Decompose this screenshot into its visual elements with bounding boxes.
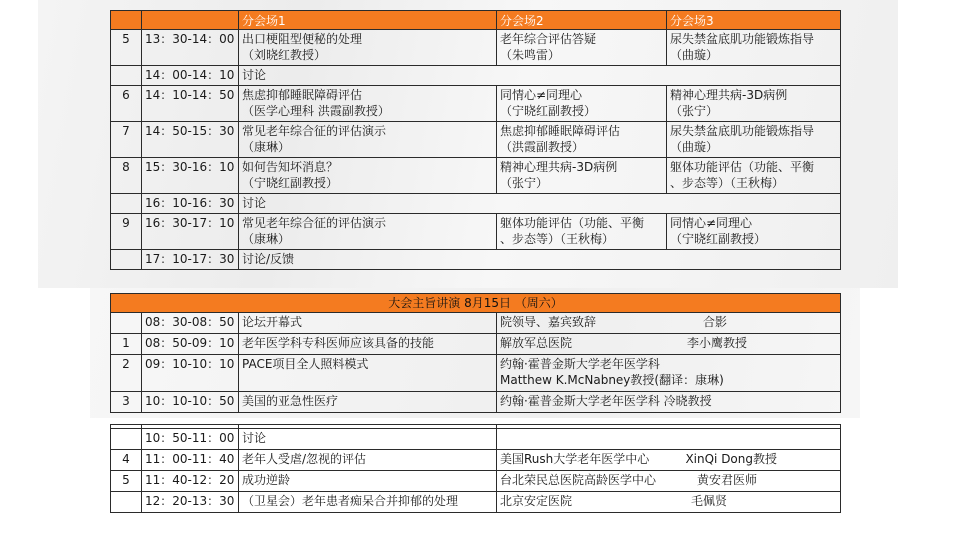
row-number (111, 429, 142, 450)
speaker-text: Matthew K.McNabney教授(翻译：康琳) (500, 373, 724, 387)
talk-speaker: 、步态等）（王秋梅） (500, 232, 615, 246)
row-number: 5 (111, 471, 142, 492)
organization-text: 台北荣民总医院高龄医学中心 (500, 473, 657, 487)
talk-title: 老年综合评估答疑 (500, 32, 597, 46)
row-number: 6 (111, 86, 142, 122)
talk-title: 同情心≠同理心 (500, 88, 583, 102)
talk-speaker: （宁晓红副教授） (500, 104, 597, 118)
row-time: 11：40-12：20 (142, 471, 239, 492)
session-2-cell (497, 122, 667, 158)
organization-cell (497, 355, 841, 392)
talk-title: 精神心理共病-3D病例 (670, 88, 788, 102)
keynote-table-continued (110, 424, 841, 513)
keynote-table (110, 293, 841, 413)
talk-speaker: （洪霞副教授） (500, 140, 585, 154)
talk-speaker: （康琳） (242, 140, 291, 154)
table-row (111, 86, 841, 122)
table-row (111, 66, 841, 86)
organization-text: 美国Rush大学老年医学中心 (500, 452, 650, 466)
row-time: 12：20-13：30 (142, 492, 239, 513)
row-time: 14：50-15：30 (142, 122, 239, 158)
talk-speaker: （宁晓红副教授） (670, 232, 767, 246)
session-3-cell (667, 122, 841, 158)
row-time: 16：30-17：10 (142, 214, 239, 250)
speaker-text: 合影 (703, 315, 728, 329)
row-time: 10：10-10：50 (142, 392, 239, 413)
row-time: 14：00-14：10 (142, 66, 239, 86)
organization-cell (497, 450, 841, 471)
session-3-cell (667, 30, 841, 66)
session-2-cell (497, 214, 667, 250)
row-time: 08：30-08：50 (142, 313, 239, 334)
header-no (111, 11, 142, 30)
row-number: 5 (111, 30, 142, 66)
row-time: 17：10-17：30 (142, 250, 239, 270)
row-number: 7 (111, 122, 142, 158)
session-1-cell (239, 30, 497, 66)
topic-cell: 成功逆龄 (239, 471, 497, 492)
table-row (111, 450, 841, 471)
session-3-cell (667, 214, 841, 250)
session-1-cell (239, 86, 497, 122)
header-time (142, 11, 239, 30)
discussion-cell: 讨论 (239, 194, 841, 214)
row-number: 3 (111, 392, 142, 413)
talk-speaker: （刘晓红教授） (242, 48, 327, 62)
row-time: 09：10-10：10 (142, 355, 239, 392)
row-time: 10：50-11：00 (142, 429, 239, 450)
table-row (111, 214, 841, 250)
talk-speaker: （宁晓红副教授） (242, 176, 339, 190)
topic-cell: 美国的亚急性医疗 (239, 392, 497, 413)
organization-cell (497, 334, 841, 355)
table-row (111, 429, 841, 450)
table-row (111, 194, 841, 214)
discussion-cell: 讨论 (239, 66, 841, 86)
speaker-text: 李小鹰教授 (687, 336, 748, 350)
row-time: 16：10-16：30 (142, 194, 239, 214)
speaker-text: 黄安君医师 (696, 473, 757, 487)
talk-title: 精神心理共病-3D病例 (500, 160, 618, 174)
speaker-text: XinQi Dong教授 (685, 452, 777, 466)
topic-cell: 老年人受虐/忽视的评估 (239, 450, 497, 471)
talk-title: 尿失禁盆底肌功能锻炼指导 (670, 124, 815, 138)
talk-speaker: 、步态等）（王秋梅） (670, 176, 785, 190)
session-2-cell (497, 158, 667, 194)
keynote-title: 大会主旨讲演 8月15日 （周六） (111, 294, 841, 313)
row-number: 9 (111, 214, 142, 250)
organization-text: 解放军总医院 (500, 336, 573, 350)
talk-speaker: （康琳） (242, 232, 291, 246)
header-session-1: 分会场1 (239, 11, 497, 30)
session-2-cell (497, 86, 667, 122)
topic-cell: PACE项目全人照料模式 (239, 355, 497, 392)
talk-speaker: （医学心理科 洪霞副教授） (242, 104, 390, 118)
talk-title: 尿失禁盆底肌功能锻炼指导 (670, 32, 815, 46)
table-row (111, 355, 841, 392)
parallel-sessions-table (110, 10, 841, 270)
talk-title: 常见老年综合征的评估演示 (242, 124, 387, 138)
session-1-cell (239, 122, 497, 158)
topic-cell: 老年医学科专科医师应该具备的技能 (239, 334, 497, 355)
row-number (111, 194, 142, 214)
session-3-cell (667, 86, 841, 122)
row-number: 2 (111, 355, 142, 392)
talk-title: 焦虑抑郁睡眠障碍评估 (500, 124, 621, 138)
organization-cell (497, 313, 841, 334)
organization-cell (497, 492, 841, 513)
row-time: 11：00-11：40 (142, 450, 239, 471)
talk-title: 躯体功能评估（功能、平衡 (670, 160, 815, 174)
talk-speaker: （张宁） (670, 104, 719, 118)
talk-title: 常见老年综合征的评估演示 (242, 216, 387, 230)
row-number (111, 492, 142, 513)
row-number (111, 250, 142, 270)
row-time: 15：30-16：10 (142, 158, 239, 194)
table-row (111, 492, 841, 513)
organization-cell (497, 429, 841, 450)
row-number: 1 (111, 334, 142, 355)
talk-title: 出口梗阻型便秘的处理 (242, 32, 363, 46)
organization-cell (497, 471, 841, 492)
row-number: 4 (111, 450, 142, 471)
talk-speaker: （曲璇） (670, 48, 719, 62)
talk-title: 焦虑抑郁睡眠障碍评估 (242, 88, 363, 102)
keynote-header-row (111, 294, 841, 313)
talk-title: 躯体功能评估（功能、平衡 (500, 216, 645, 230)
table-row (111, 250, 841, 270)
organization-cell: 约翰·霍普金斯大学老年医学科 冷晓教授 (497, 392, 841, 413)
organization-text: 院领导、嘉宾致辞 (500, 315, 597, 329)
table-row (111, 122, 841, 158)
table-row (111, 158, 841, 194)
discussion-cell: 讨论/反馈 (239, 250, 841, 270)
session-3-cell (667, 158, 841, 194)
row-number: 8 (111, 158, 142, 194)
session-1-cell (239, 158, 497, 194)
speaker-text: 毛佩贤 (690, 494, 727, 508)
talk-title: 同情心≠同理心 (670, 216, 753, 230)
table-row (111, 30, 841, 66)
header-session-2: 分会场2 (497, 11, 667, 30)
header-session-3: 分会场3 (667, 11, 841, 30)
row-number (111, 66, 142, 86)
row-time: 14：10-14：50 (142, 86, 239, 122)
table-header-row (111, 11, 841, 30)
row-number (111, 313, 142, 334)
table-row (111, 334, 841, 355)
session-2-cell (497, 30, 667, 66)
table-row (111, 471, 841, 492)
talk-speaker: （朱鸣雷） (500, 48, 561, 62)
row-time: 13：30-14：00 (142, 30, 239, 66)
table-row (111, 392, 841, 413)
session-1-cell (239, 214, 497, 250)
topic-cell: 讨论 (239, 429, 497, 450)
talk-speaker: （张宁） (500, 176, 549, 190)
organization-text: 北京安定医院 (500, 494, 573, 508)
row-time: 08：50-09：10 (142, 334, 239, 355)
topic-cell: （卫星会）老年患者痴呆合并抑郁的处理 (239, 492, 497, 513)
talk-speaker: （曲璇） (670, 140, 719, 154)
topic-cell: 论坛开幕式 (239, 313, 497, 334)
table-row (111, 313, 841, 334)
talk-title: 如何告知坏消息？ (242, 160, 339, 174)
organization-text: 约翰·霍普金斯大学老年医学科 (500, 357, 660, 371)
